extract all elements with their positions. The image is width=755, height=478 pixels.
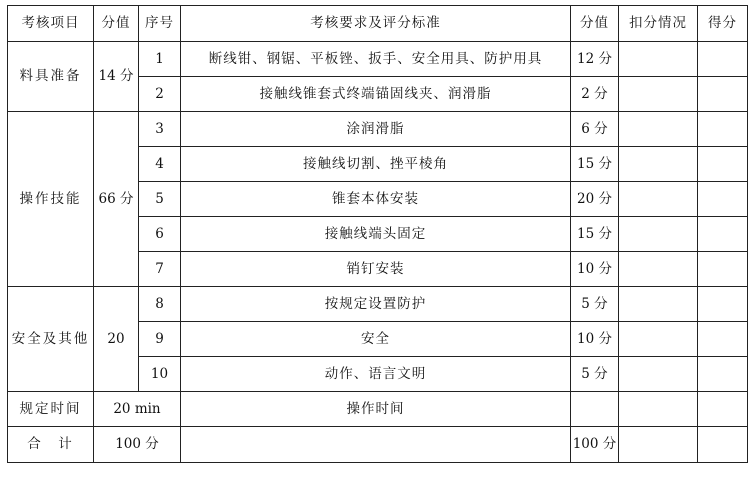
earned-cell [698, 112, 748, 147]
deduction-cell [619, 217, 698, 252]
time-label: 规定时间 [8, 392, 94, 427]
item-score: 15 分 [571, 217, 619, 252]
earned-cell [698, 42, 748, 77]
header-deduction: 扣分情况 [619, 6, 698, 42]
earned-cell [698, 252, 748, 287]
item-content: 接触线切割、挫平棱角 [181, 147, 571, 182]
item-score: 6 分 [571, 112, 619, 147]
deduction-cell [619, 427, 698, 463]
time-content: 操作时间 [181, 392, 571, 427]
earned-cell [698, 287, 748, 322]
item-content: 接触线端头固定 [181, 217, 571, 252]
item-number: 7 [139, 252, 181, 287]
earned-cell [698, 392, 748, 427]
item-score: 10 分 [571, 322, 619, 357]
earned-cell [698, 77, 748, 112]
total-label: 合 计 [8, 427, 94, 463]
points-cell: 66 分 [94, 112, 139, 287]
header-requirements: 考核要求及评分标准 [181, 6, 571, 42]
item-number: 1 [139, 42, 181, 77]
header-category: 考核项目 [8, 6, 94, 42]
earned-cell [698, 217, 748, 252]
item-content: 按规定设置防护 [181, 287, 571, 322]
item-score: 20 分 [571, 182, 619, 217]
item-score: 12 分 [571, 42, 619, 77]
time-score [571, 392, 619, 427]
deduction-cell [619, 77, 698, 112]
item-content: 安全 [181, 322, 571, 357]
table-row [8, 287, 748, 322]
item-score: 5 分 [571, 357, 619, 392]
item-score: 5 分 [571, 287, 619, 322]
time-row [8, 392, 748, 427]
earned-cell [698, 357, 748, 392]
item-number: 9 [139, 322, 181, 357]
category-cell: 操作技能 [8, 112, 94, 287]
header-points: 分值 [94, 6, 139, 42]
category-cell: 料具准备 [8, 42, 94, 112]
total-value: 100 分 [94, 427, 181, 463]
deduction-cell [619, 357, 698, 392]
deduction-cell [619, 392, 698, 427]
points-cell: 14 分 [94, 42, 139, 112]
earned-cell [698, 322, 748, 357]
header-earned: 得分 [698, 6, 748, 42]
item-content: 涂润滑脂 [181, 112, 571, 147]
total-content [181, 427, 571, 463]
header-row [8, 6, 748, 42]
header-number: 序号 [139, 6, 181, 42]
item-number: 8 [139, 287, 181, 322]
deduction-cell [619, 112, 698, 147]
table-row [8, 112, 748, 147]
earned-cell [698, 182, 748, 217]
item-score: 15 分 [571, 147, 619, 182]
item-number: 6 [139, 217, 181, 252]
total-row [8, 427, 748, 463]
table-row [8, 42, 748, 77]
item-number: 3 [139, 112, 181, 147]
earned-cell [698, 147, 748, 182]
total-score: 100 分 [571, 427, 619, 463]
deduction-cell [619, 287, 698, 322]
deduction-cell [619, 42, 698, 77]
item-content: 锥套本体安装 [181, 182, 571, 217]
header-score: 分值 [571, 6, 619, 42]
deduction-cell [619, 322, 698, 357]
deduction-cell [619, 252, 698, 287]
item-number: 4 [139, 147, 181, 182]
item-number: 5 [139, 182, 181, 217]
item-score: 2 分 [571, 77, 619, 112]
earned-cell [698, 427, 748, 463]
time-value: 20 min [94, 392, 181, 427]
category-cell: 安全及其他 [8, 287, 94, 392]
deduction-cell [619, 147, 698, 182]
item-content: 接触线锥套式终端锚固线夹、润滑脂 [181, 77, 571, 112]
scoring-table [7, 5, 748, 463]
item-score: 10 分 [571, 252, 619, 287]
item-content: 动作、语言文明 [181, 357, 571, 392]
points-cell: 20 [94, 287, 139, 392]
item-number: 2 [139, 77, 181, 112]
deduction-cell [619, 182, 698, 217]
item-number: 10 [139, 357, 181, 392]
item-content: 销钉安装 [181, 252, 571, 287]
item-content: 断线钳、钢锯、平板锉、扳手、安全用具、防护用具 [181, 42, 571, 77]
